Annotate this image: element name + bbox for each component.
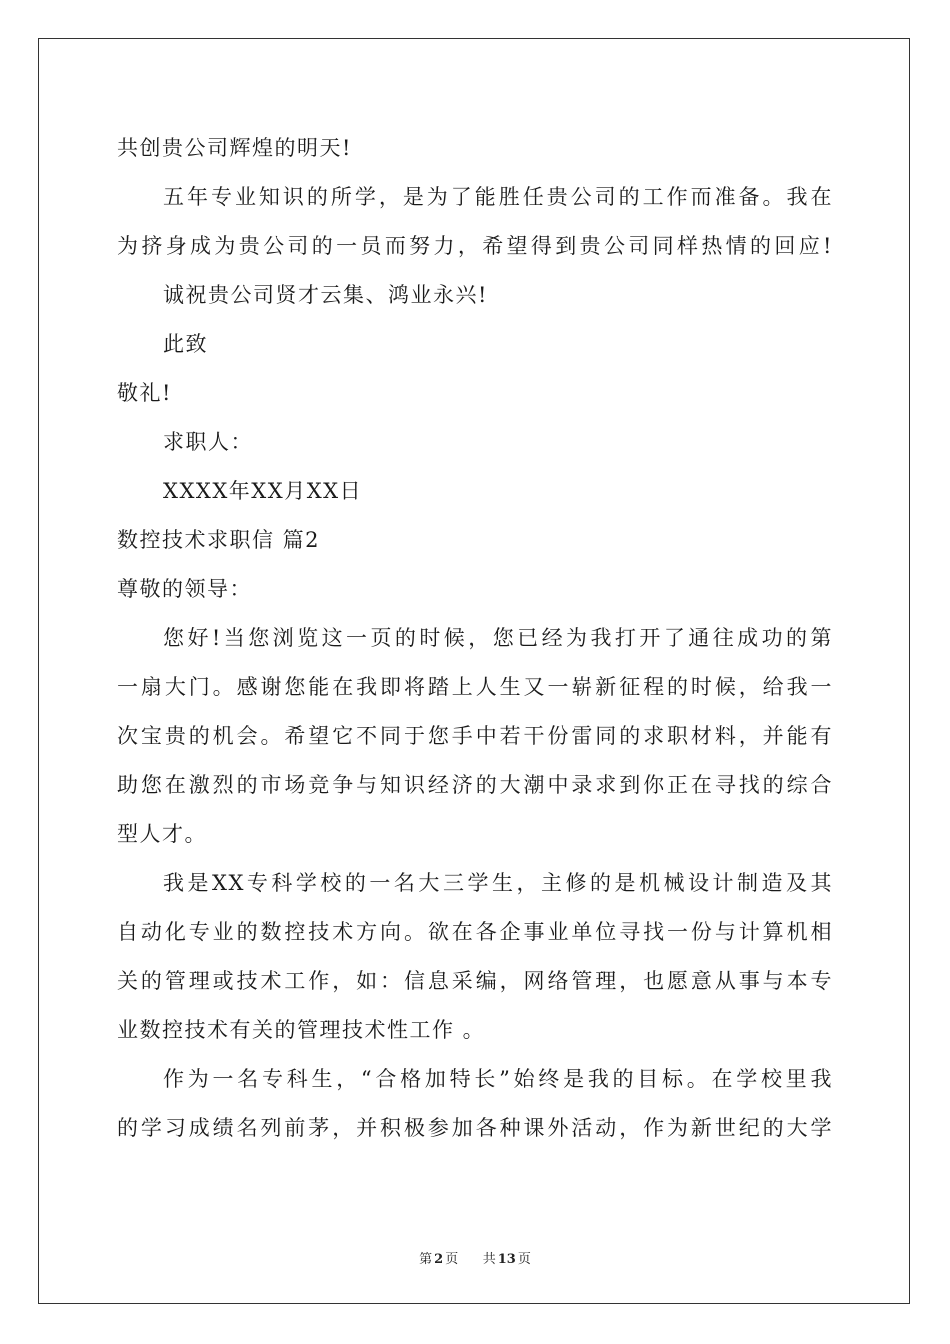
closing-salutation: 此致 bbox=[163, 332, 208, 356]
greeting: 尊敬的领导： bbox=[117, 577, 252, 601]
text-line: 自动化专业的数控技术方向。欲在各企事业单位寻找一份与计算机相 bbox=[117, 920, 833, 944]
section-heading: 数控技术求职信 篇2 bbox=[117, 528, 321, 552]
text-line: 诚祝贵公司贤才云集、鸿业永兴! bbox=[163, 283, 488, 307]
page-footer bbox=[0, 1248, 950, 1267]
page-total: 共 13 页 bbox=[482, 1252, 531, 1267]
text-line: 为挤身成为贵公司的一员而努力，希望得到贵公司同样热情的回应! bbox=[117, 234, 833, 258]
text-line: 的学习成绩名列前茅，并积极参加各种课外活动，作为新世纪的大学 bbox=[117, 1116, 833, 1140]
text-line: 您好!当您浏览这一页的时候，您已经为我打开了通往成功的第 bbox=[163, 626, 833, 650]
page-number: 第 2 页 bbox=[419, 1252, 459, 1267]
text-line: 五年专业知识的所学，是为了能胜任贵公司的工作而准备。我在 bbox=[163, 185, 833, 209]
text-line: 共创贵公司辉煌的明天! bbox=[117, 136, 352, 160]
text-line: 作为一名专科生，“合格加特长”始终是我的目标。在学校里我 bbox=[163, 1067, 833, 1091]
text-line: 助您在激烈的市场竞争与知识经济的大潮中录求到你正在寻找的综合 bbox=[117, 773, 833, 797]
closing-regards: 敬礼! bbox=[117, 381, 172, 405]
text-line: 关的管理或技术工作，如：信息采编，网络管理，也愿意从事与本专 bbox=[117, 969, 833, 993]
date-line: XXXX年XX月XX日 bbox=[163, 479, 363, 503]
text-line: 一扇大门。感谢您能在我即将踏上人生又一崭新征程的时候，给我一 bbox=[117, 675, 833, 699]
text-line: 我是XX专科学校的一名大三学生，主修的是机械设计制造及其 bbox=[163, 871, 833, 895]
text-line: 次宝贵的机会。希望它不同于您手中若干份雷同的求职材料，并能有 bbox=[117, 724, 833, 748]
text-line: 型人才。 bbox=[117, 822, 207, 846]
document-body bbox=[117, 124, 833, 1153]
text-line: 业数控技术有关的管理技术性工作 。 bbox=[117, 1018, 486, 1042]
signature-label: 求职人： bbox=[163, 430, 253, 454]
